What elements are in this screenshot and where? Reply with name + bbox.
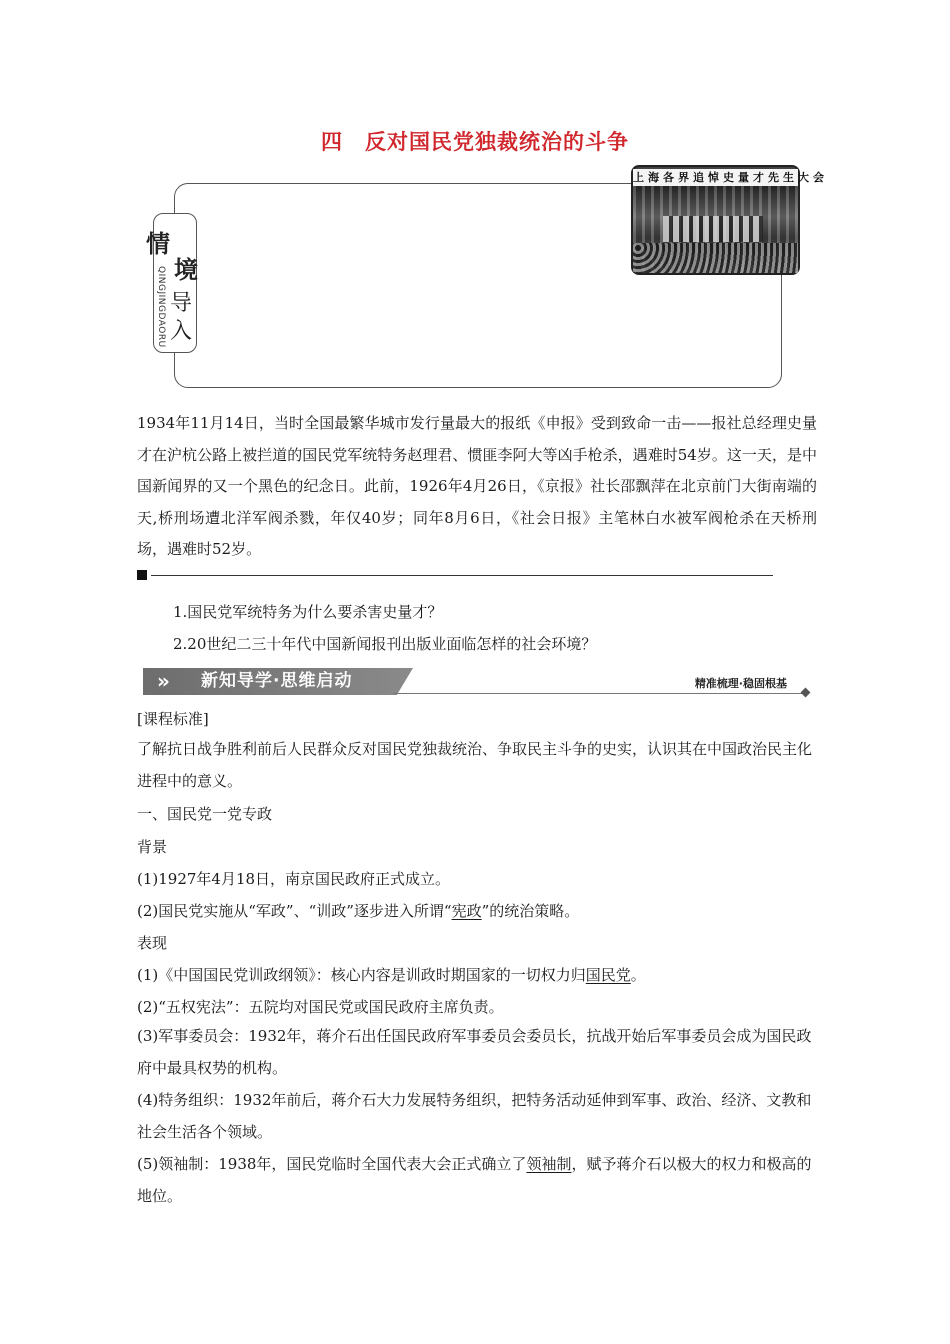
photo-stage [663,216,763,242]
photo-banner-text: 上海各界追悼史量才先生大会 [633,171,828,184]
m1-underlined: 国民党 [585,966,631,984]
divider-square-icon [137,570,147,580]
m1-text-end: 。 [630,966,646,984]
manifestation-heading: 表现 [137,934,168,952]
badge-char-4: 入 [170,319,193,344]
background-heading: 背景 [137,838,168,856]
badge-char-1: 情 [146,230,170,258]
section-banner-subtitle: 精准梳理·稳固根基 [694,677,787,690]
badge-char-2: 境 [174,256,198,284]
bg2-text: (2)国民党实施从“军政”、“训政”逐步进入所谓“ [137,902,452,920]
manifestation-item-2: (2)“五权宪法”：五院均对国民党或国民政府主席负责。 [137,998,504,1016]
scenario-intro-badge [146,213,198,353]
diamond-icon [801,688,811,698]
memorial-photo [631,165,828,275]
bg2-text-end: ”的统治策略。 [481,902,580,920]
manifestation-item-5 [137,1149,817,1212]
bg2-underlined: 宪政 [451,902,482,920]
page-title: 四 反对国民党独裁统治的斗争 [321,130,629,154]
divider-line [151,575,773,576]
manifestation-item-3: (3)军事委员会：1932年，蒋介石出任国民政府军事委员会委员长，抗战开始后军事委员会成为国民政府中最具权势的机构。 [137,1027,812,1077]
heading-one-party-rule: 一、国民党一党专政 [137,805,273,823]
photo-crowd [633,243,798,273]
double-chevron-icon: » [157,669,170,693]
standard-text: 了解抗日战争胜利前后人民群众反对国民党独裁统治、争取民主斗争的史实，认识其在中国政治民主化进程中的意义。 [137,740,813,790]
question-1: 1.国民党军统特务为什么要杀害史量才？ [173,603,443,621]
badge-char-3: 导 [170,291,193,316]
manifestation-item-1 [137,964,646,985]
m5-text-end: ，赋予蒋介石以极大的权力和极高的地位。 [137,1155,812,1205]
question-2: 2.20世纪二三十年代中国新闻报刊出版业面临怎样的社会环境？ [173,635,597,653]
m1-text: (1)《中国国民党训政纲领》：核心内容是训政时期国家的一切权力归 [137,966,586,984]
background-item-1: (1)1927年4月18日，南京国民政府正式成立。 [137,870,451,888]
badge-pinyin: QINGJINGDAORU [156,266,166,348]
section-divider [137,568,773,582]
section-banner-label: 新知导学·思维启动 [201,671,353,691]
intro-paragraph: 1934年11月14日，当时全国最繁华城市发行量最大的报纸《申报》受到致命一击——报社总经理史量才在沪杭公路上被拦道的国民党军统特务赵理君、惯匪李阿大等凶手枪杀，遇难时54岁。这一天，是中国新闻界的又一个黑色的纪念日。此前，1926年4月26日，《京报》社长邵飘萍在北京前门大街南端的天,桥刑场遭北洋军阀杀戮，年仅40岁；同年8月6日，《社会日报》主笔林白水被军阀枪杀在天桥刑场，遇难时52岁。 [137,414,817,558]
manifestation-item-4: (4)特务组织：1932年前后，蒋介石大力发展特务组织，把特务活动延伸到军事、政治、经济、文教和社会生活各个领域。 [137,1091,812,1141]
photo-scene [633,186,798,273]
standard-heading: [课程标准] [137,710,209,728]
section-banner [143,668,815,696]
m5-underlined: 领袖制 [526,1155,572,1173]
m5-text: (5)领袖制：1938年，国民党临时全国代表大会正式确立了 [137,1155,527,1173]
background-item-2 [137,900,579,921]
section-banner-underline [393,693,805,694]
